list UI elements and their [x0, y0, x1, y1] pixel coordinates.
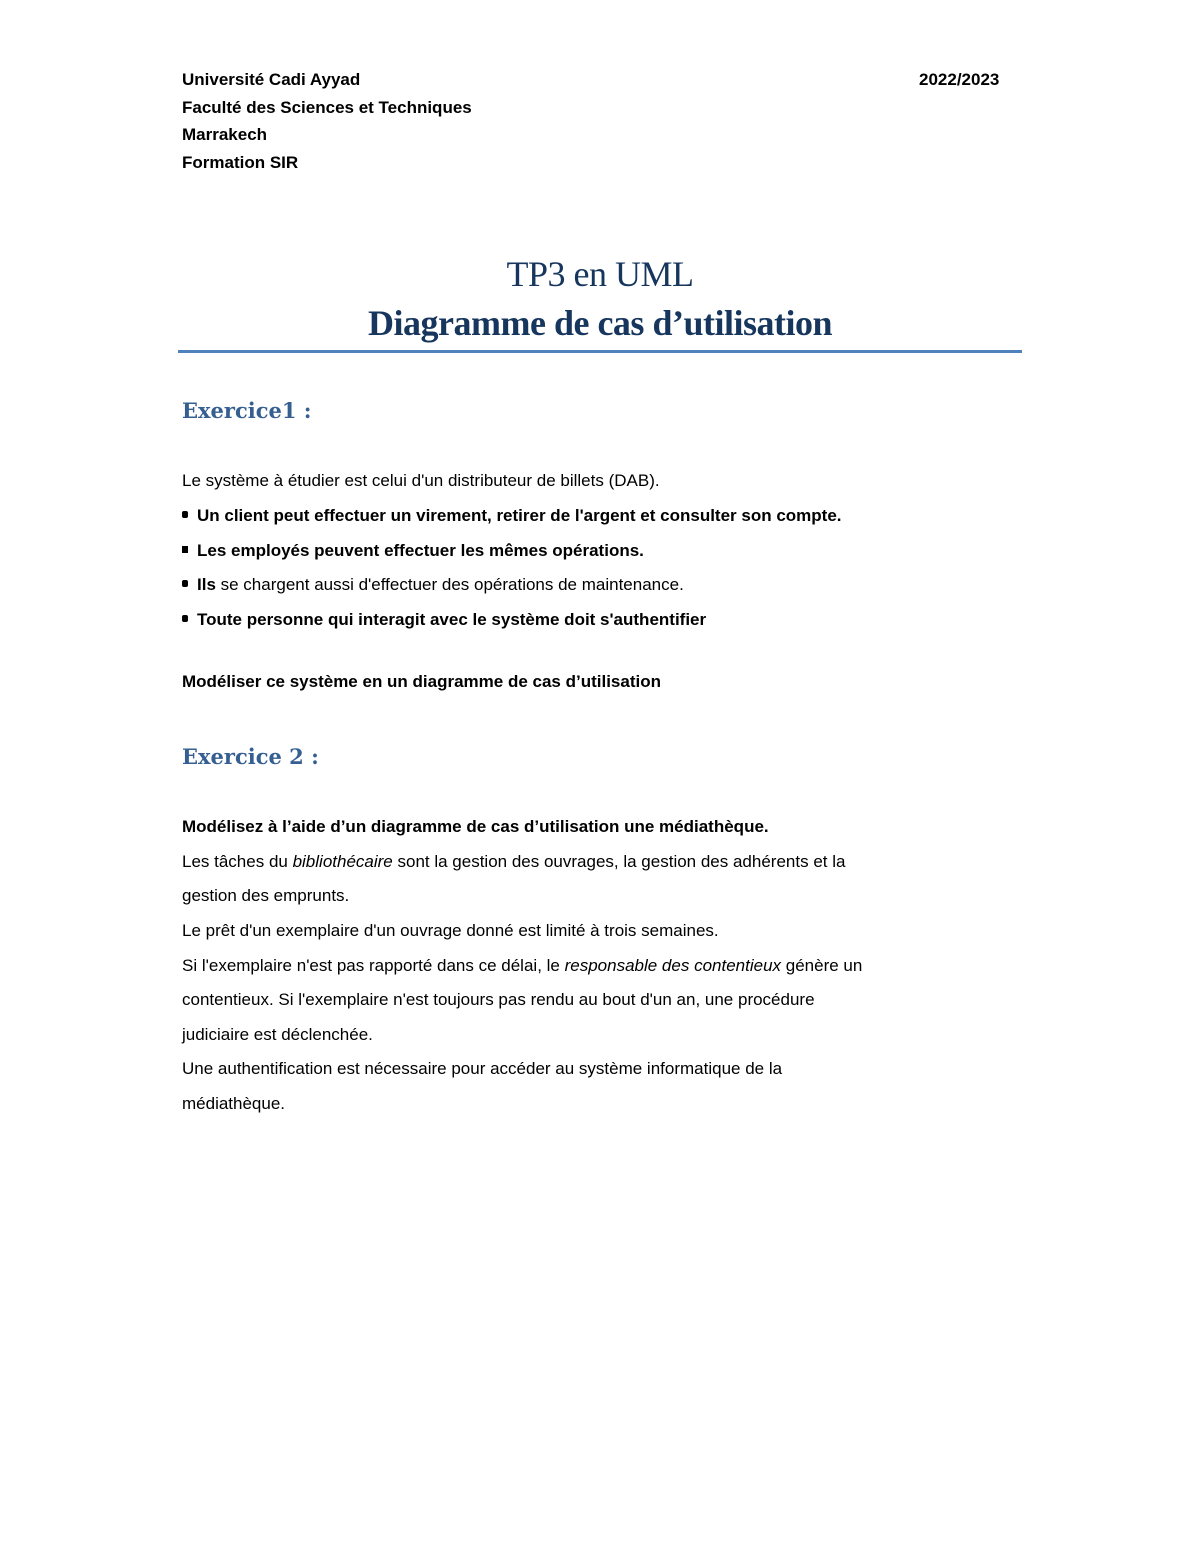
bullet-icon [182, 546, 188, 553]
exercise2-heading: Exercice 2 : [182, 744, 319, 769]
title-subject: Diagramme de cas d’utilisation [368, 303, 832, 343]
exercise1-intro: Le système à étudier est celui d'un distributeur de billets (DAB). [182, 471, 660, 490]
bullet-icon [182, 511, 188, 518]
role-librarian: bibliothécaire [292, 852, 393, 871]
exercise2-paragraph: gestion des emprunts. [182, 886, 350, 905]
exercise2-paragraph: judiciaire est déclenchée. [182, 1025, 373, 1044]
exercise2-paragraph: Les tâches du bibliothécaire sont la gestion des ouvrages, la gestion des adhérents et la [182, 852, 846, 871]
exercise1-bullet: Ils se chargent aussi d'effectuer des opérations de maintenance. [182, 567, 684, 602]
exercise2-paragraph: Une authentification est nécessaire pour accéder au système informatique de la [182, 1059, 783, 1078]
exercise2-paragraph: contentieux. Si l'exemplaire n'est toujours pas rendu au bout d'un an, une procédure [182, 990, 815, 1009]
academic-year: 2022/2023 [919, 70, 1000, 89]
institution-header [182, 66, 472, 176]
exercise1-task: Modéliser ce système en un diagramme de cas d’utilisation [182, 672, 661, 691]
exercise1-bullet: Un client peut effectuer un virement, retirer de l'argent et consulter son compte. [182, 498, 842, 533]
role-litigation-manager: responsable des contentieux [564, 956, 782, 975]
program-name: Formation SIR [182, 152, 299, 172]
faculty-name: Faculté des Sciences et Techniques [182, 97, 472, 117]
university-name: Université Cadi Ayyad [182, 70, 361, 89]
bullet-icon [182, 615, 188, 622]
exercise2-paragraph: médiathèque. [182, 1094, 286, 1113]
title-divider [178, 350, 1022, 353]
document-title [178, 250, 1022, 348]
exercise1-bullet: Les employés peuvent effectuer les mêmes opérations. [182, 533, 644, 568]
exercise1-bullet: Toute personne qui interagit avec le système doit s'authentifier [182, 602, 706, 637]
exercise2-paragraph: Si l'exemplaire n'est pas rapporté dans ce délai, le responsable des contentieux génère un [182, 956, 863, 975]
title-tp: TP3 en UML [506, 254, 694, 294]
exercise2-task: Modélisez à l’aide d’un diagramme de cas d’utilisation une médiathèque. [182, 817, 769, 836]
city-name: Marrakech [182, 125, 268, 144]
exercise2-paragraph: Le prêt d'un exemplaire d'un ouvrage donné est limité à trois semaines. [182, 921, 719, 940]
exercise1-heading: Exercice1 : [182, 398, 312, 423]
bullet-icon [182, 580, 188, 587]
